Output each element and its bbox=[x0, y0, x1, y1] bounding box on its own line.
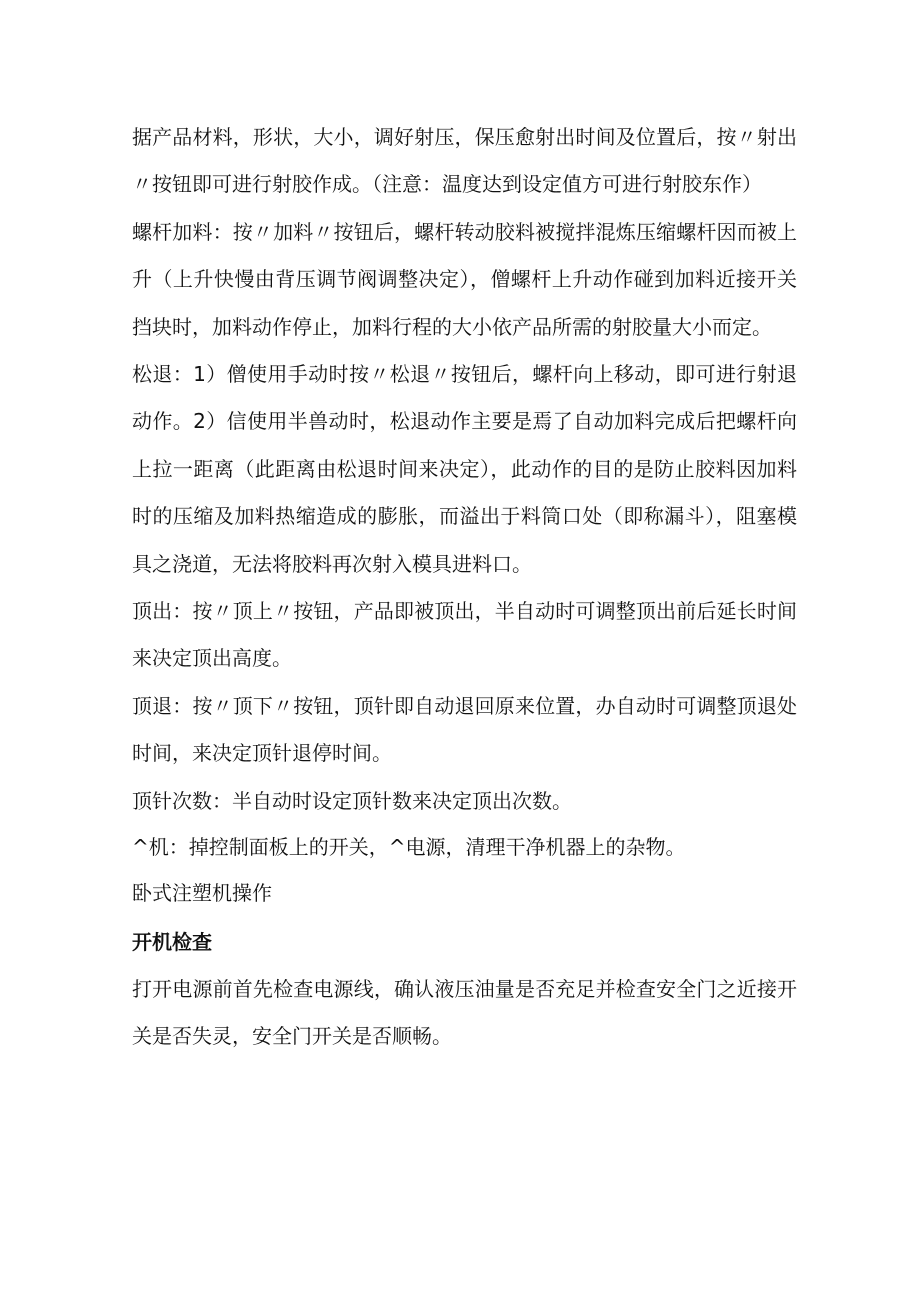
paragraph-shutdown: ^机：掉控制面板上的开关，^电源，清理干净机器上的杂物。 bbox=[132, 834, 686, 859]
paragraph-horizontal-machine: 卧式注塑机操作 bbox=[132, 880, 272, 905]
section-heading-startup-check: 开机检查 bbox=[132, 929, 212, 954]
paragraph-injection: 据产品材料，形状，大小，调好射压，保压愈射出时间及位置后，按〃射出〃按钮即可进行射胶作成。（注意：温度达到设定值方可进行射胶东作） bbox=[132, 125, 797, 197]
paragraph-ejector-back: 顶退：按〃顶下〃按钮，顶针即自动退回原来位置，办自动时可调整顶退处时间，来决定顶针退停时间。 bbox=[132, 693, 797, 766]
paragraph-screw-feeding: 螺杆加料：按〃加料〃按钮后，螺杆转动胶料被搅拌混炼压缩螺杆因而被上升（上升快慢由背压调节阀调整决定），僧螺杆上升动作碰到加料近接开关挡块时，加料动作停止，加料行程的大小依产品所需的射胶量大小而定。 bbox=[132, 219, 797, 339]
paragraph-ejector-out: 顶出：按〃顶上〃按钮，产品即被顶出，半自动时可调整顶出前后延长时间来决定顶出高度。 bbox=[132, 599, 797, 671]
paragraph-ejector-count: 顶针次数：半自动时设定顶针数来决定顶出次数。 bbox=[132, 788, 572, 813]
document-body bbox=[132, 114, 797, 1061]
paragraph-suck-back: 松退：1）僧使用手动时按〃松退〃按钮后，螺杆向上移动，即可进行射退动作。2）信使用半兽动时，松退动作主要是焉了自动加料完成后把螺杆向上拉一距离（此距离由松退时间来决定），此动作的目的是防止胶料因加料时的压缩及加料热缩造成的膨胀，而溢出于料筒口处（即称漏斗），阻塞模具之浇道，无法将胶料再次射入模具进料口。 bbox=[132, 362, 797, 576]
paragraph-startup-check: 打开电源前首先检查电源线，确认液压油量是否充足并检查安全门之近接开关是否失灵，安全门开关是否顺畅。 bbox=[132, 976, 797, 1049]
